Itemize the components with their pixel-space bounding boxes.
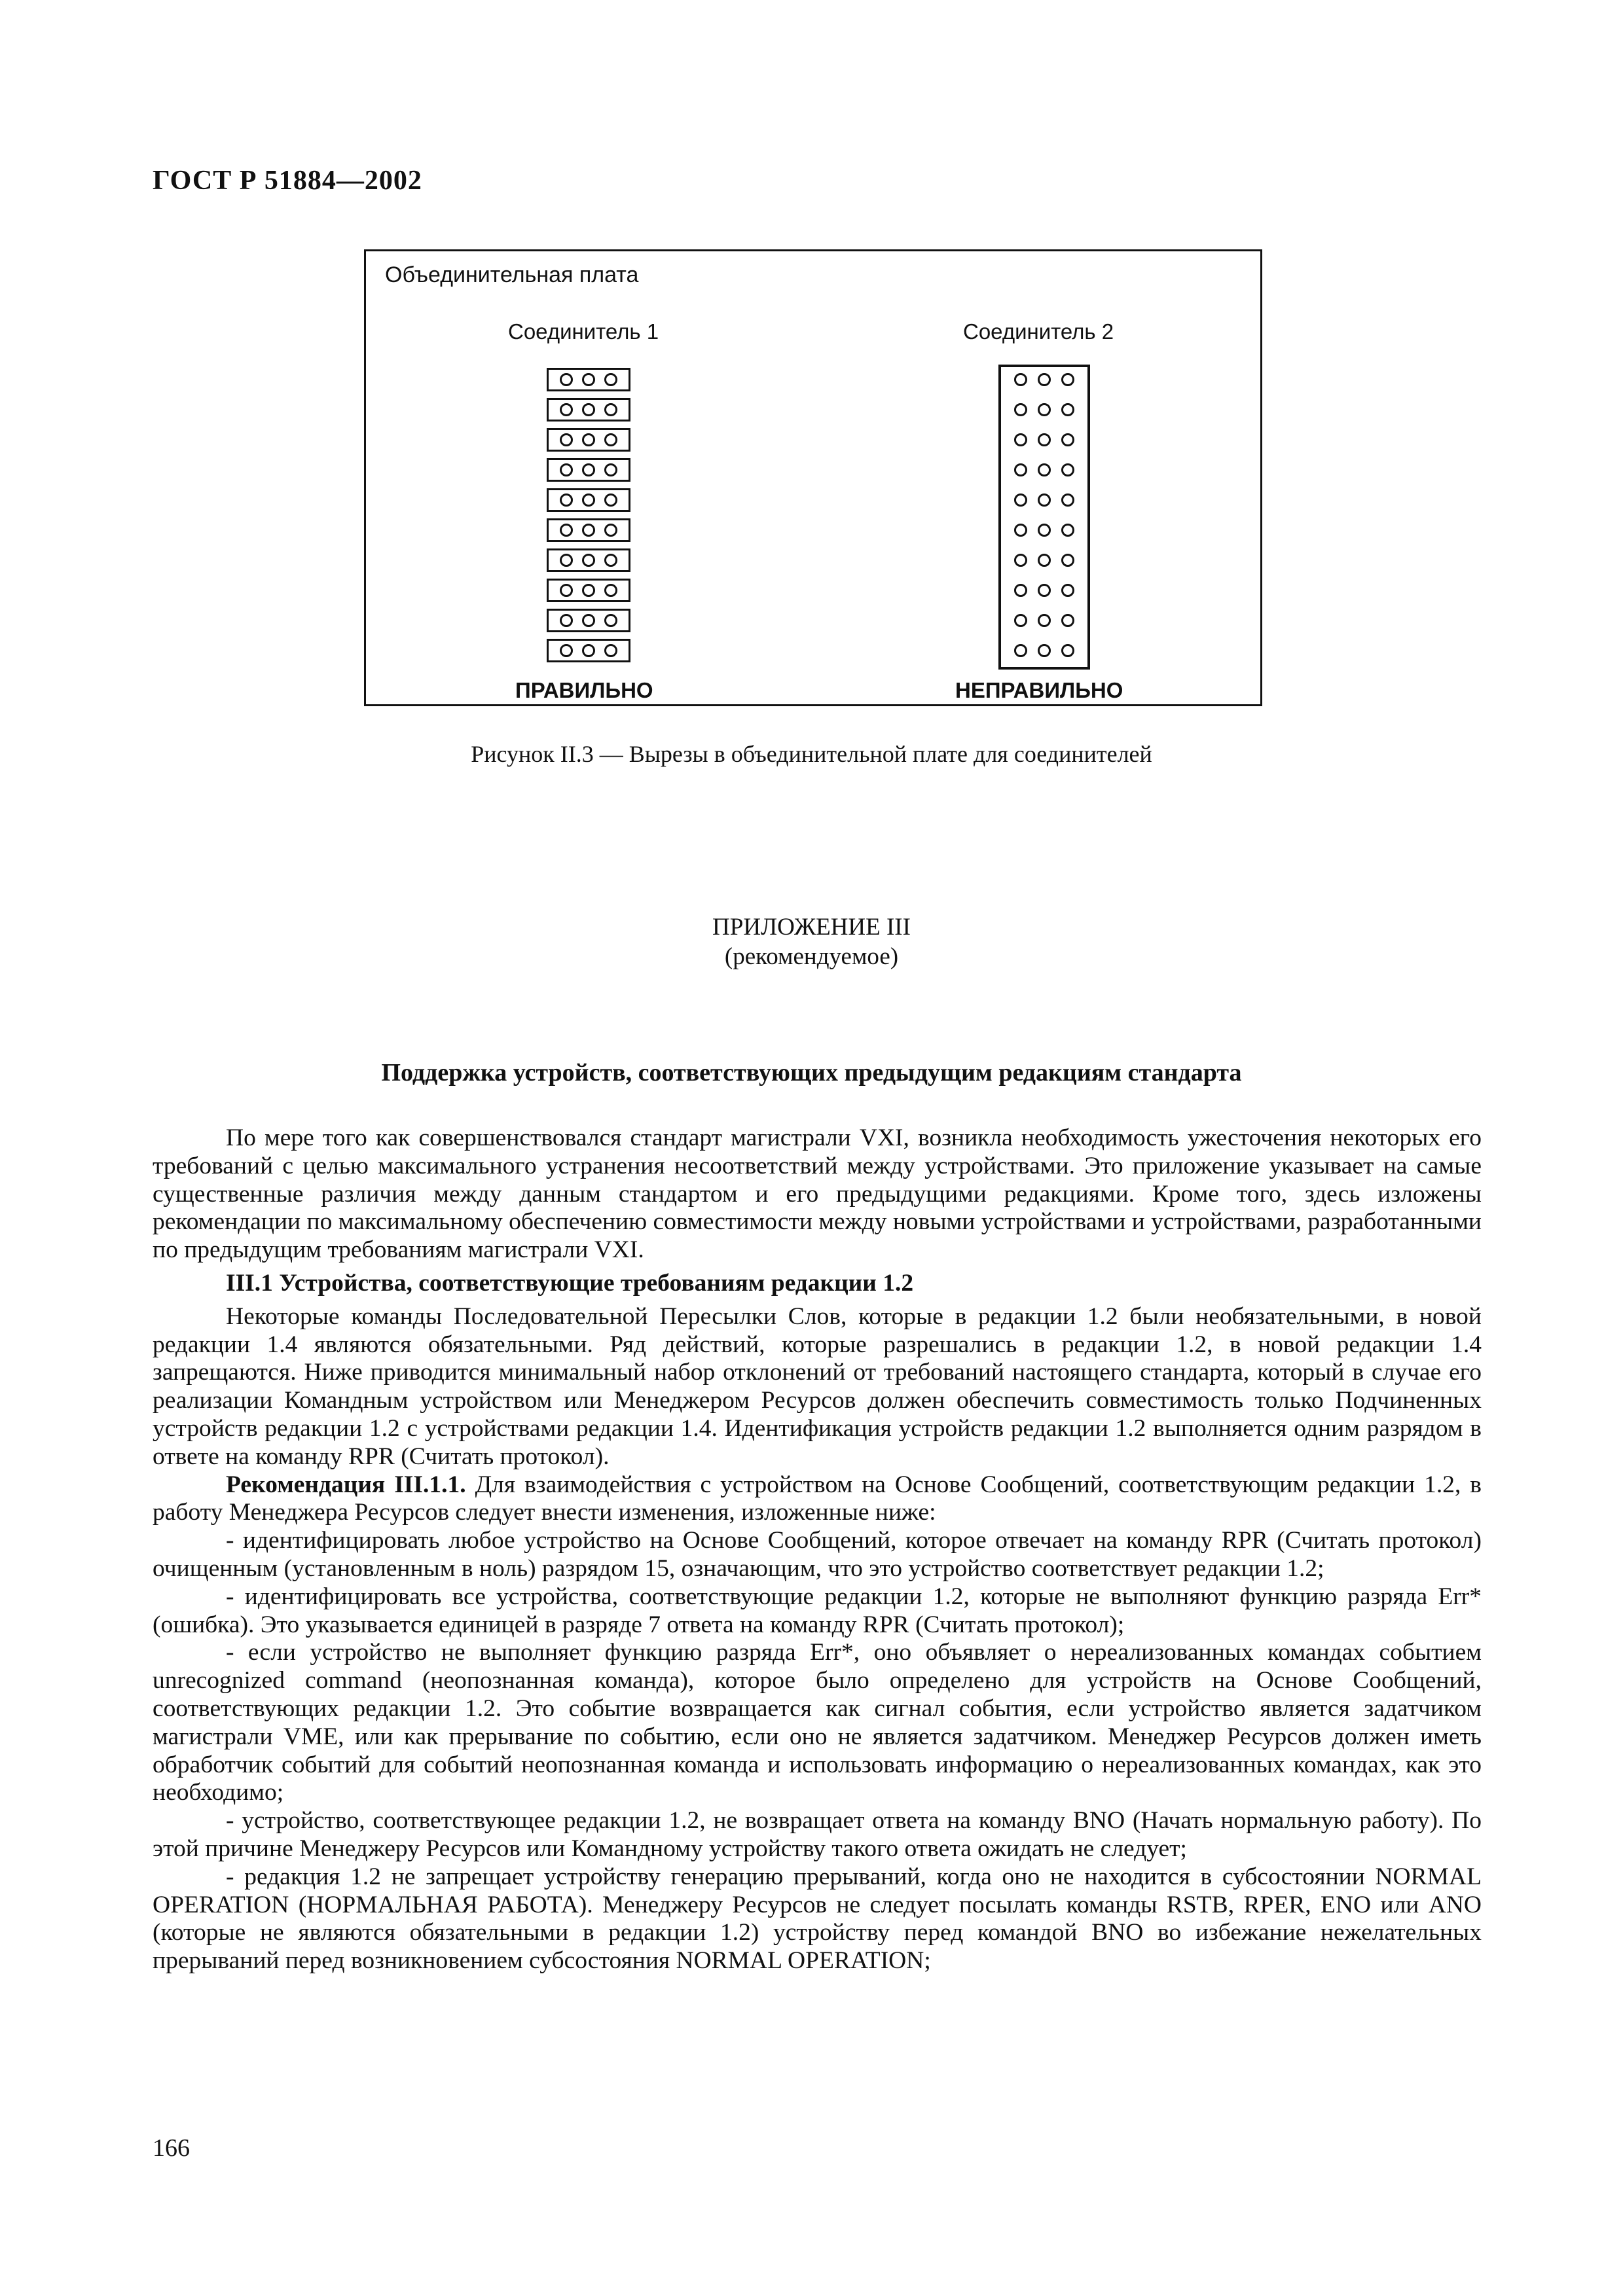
connector-1-slot bbox=[547, 639, 630, 662]
pin-hole-icon bbox=[604, 403, 617, 416]
standard-header: ГОСТ Р 51884—2002 bbox=[153, 166, 422, 196]
paragraph-1: Некоторые команды Последовательной Пересылки Слов, которые в редакции 1.2 были необязательными, в новой редакции 1.4 являются обязательными. Ряд действий, которые разрешались в редакции 1.2, в новой редакции 1.4 запрещаются. Ниже приводится минимальный набор отклонений от требований настоящего стандарта, который в случае его реализации Командным устройством или Менеджером Ресурсов должен обеспечить совместимость только Подчиненных устройств редакции 1.2 с устройствами редакции 1.4. Идентификация устройств редакции 1.2 выполняется одним разрядом в ответе на команду RPR (Считать протокол). bbox=[153, 1302, 1482, 1470]
connector-2-pin-row bbox=[1002, 368, 1086, 391]
pin-hole-icon bbox=[1038, 644, 1051, 657]
connector-1-slot bbox=[547, 458, 630, 482]
pin-hole-icon bbox=[560, 433, 573, 446]
verdict-incorrect: НЕПРАВИЛЬНО bbox=[955, 678, 1123, 702]
list-item-5: - редакция 1.2 не запрещает устройству генерацию прерываний, когда оно не находится в субсостоянии NORMAL OPERATION (НОРМАЛЬНАЯ РАБОТА). Менеджеру Ресурсов не следует посылать команды RSTB, RPER, ENO или ANO (которые не являются обязательными в редакции 1.2) устройству перед командой BNO во избежание нежелательных прерываний перед возникновением субсостояния NORMAL OPERATION; bbox=[153, 1863, 1482, 1975]
connector-1-slot bbox=[547, 548, 630, 572]
pin-hole-icon bbox=[1038, 463, 1051, 476]
pin-hole-icon bbox=[582, 524, 595, 537]
list-item-2: - идентифицировать все устройства, соответствующие редакции 1.2, которые не выполняют функцию разряда Err* (ошибка). Это указывается единицей в разряде 7 ответа на команду RPR (Считать протокол); bbox=[153, 1583, 1482, 1638]
pin-hole-icon bbox=[1038, 614, 1051, 627]
appendix-heading: Поддержка устройств, соответствующих предыдущим редакциям стандарта bbox=[381, 1059, 1242, 1086]
pin-hole-icon bbox=[1061, 373, 1074, 386]
recommendation-paragraph bbox=[153, 1471, 1482, 1528]
pin-hole-icon bbox=[582, 614, 595, 627]
connector-2-pin-row bbox=[1002, 518, 1086, 542]
connector-2-pin-row bbox=[1002, 458, 1086, 482]
pin-hole-icon bbox=[604, 584, 617, 597]
pin-hole-icon bbox=[1061, 463, 1074, 476]
pin-hole-icon bbox=[1038, 554, 1051, 567]
list-item-1: - идентифицировать любое устройство на Основе Сообщений, которое отвечает на команду RPR (Считать протокол) очищенным (установленным в ноль) разрядом 15, означающим, что это устройство соответствует редакции 1.2; bbox=[153, 1527, 1482, 1582]
pin-hole-icon bbox=[1014, 584, 1027, 597]
connector-1-slot bbox=[547, 368, 630, 391]
page-number: 166 bbox=[153, 2134, 190, 2162]
pin-hole-icon bbox=[1014, 644, 1027, 657]
intro-paragraph: По мере того как совершенствовался стандарт магистрали VXI, возникла необходимость ужесточения некоторых его требований с целью максимального устранения несоответствий между устройствами. Это приложение указывает на самые существенные различия между данным стандартом и его предыдущими редакциями. Кроме того, здесь изложены рекомендации по максимальному обеспечению совместимости между новыми устройствами и устройствами, разработанными по предыдущим требованиям магистрали VXI. bbox=[153, 1124, 1482, 1264]
pin-hole-icon bbox=[1014, 524, 1027, 537]
list-item-4: - устройство, соответствующее редакции 1.2, не возвращает ответа на команду BNO (Начать нормальную работу). По этой причине Менеджеру Ресурсов или Командному устройству такого ответа ожидать не следует; bbox=[153, 1807, 1482, 1862]
connector-2-pin-row bbox=[1002, 579, 1086, 602]
connector-2-pin-row bbox=[1002, 428, 1086, 452]
pin-hole-icon bbox=[560, 524, 573, 537]
pin-hole-icon bbox=[604, 524, 617, 537]
pin-hole-icon bbox=[582, 644, 595, 657]
pin-hole-icon bbox=[1014, 554, 1027, 567]
pin-hole-icon bbox=[1014, 463, 1027, 476]
pin-hole-icon bbox=[604, 373, 617, 386]
pin-hole-icon bbox=[1014, 433, 1027, 446]
connector-1-slot bbox=[547, 518, 630, 542]
pin-hole-icon bbox=[1014, 493, 1027, 507]
connector-1-slot bbox=[547, 609, 630, 632]
recommendation-text: Для взаимодействия с устройством на Основе Сообщений, соответствующим редакции 1.2, в работу Менеджера Ресурсов следует внести изменения, изложенные ниже: bbox=[153, 1471, 1482, 1526]
connector-1-label: Соединитель 1 bbox=[508, 319, 659, 344]
pin-hole-icon bbox=[604, 463, 617, 476]
appendix-subtitle: (рекомендуемое) bbox=[724, 943, 899, 970]
pin-hole-icon bbox=[1038, 584, 1051, 597]
connector-1-slot bbox=[547, 428, 630, 452]
connector-2-pin-row bbox=[1002, 609, 1086, 632]
pin-hole-icon bbox=[604, 614, 617, 627]
pin-hole-icon bbox=[1038, 493, 1051, 507]
pin-hole-icon bbox=[582, 373, 595, 386]
connector-1-slot bbox=[547, 398, 630, 422]
pin-hole-icon bbox=[560, 403, 573, 416]
pin-hole-icon bbox=[1014, 403, 1027, 416]
pin-hole-icon bbox=[582, 403, 595, 416]
pin-hole-icon bbox=[1038, 403, 1051, 416]
backplane-figure bbox=[364, 249, 1262, 706]
body-text bbox=[153, 1124, 1482, 1975]
pin-hole-icon bbox=[1061, 433, 1074, 446]
list-item-3: - если устройство не выполняет функцию разряда Err*, оно объявляет о нереализованных командах событием unrecognized command (неопознанная команда), которое было определено для устройств на Основе Сообщений, соответствующих редакции 1.2. Это событие возвращается как сигнал события, если устройство является задатчиком магистрали VME, или как прерывание по событию, если оно не является задатчиком. Менеджер Ресурсов должен иметь обработчик событий для событий неопознанная команда и использовать информацию о нереализованных командах, как это необходимо; bbox=[153, 1639, 1482, 1806]
pin-hole-icon bbox=[560, 493, 573, 507]
pin-hole-icon bbox=[582, 433, 595, 446]
pin-hole-icon bbox=[560, 373, 573, 386]
pin-hole-icon bbox=[1061, 554, 1074, 567]
pin-hole-icon bbox=[582, 463, 595, 476]
connector-1-slot bbox=[547, 579, 630, 602]
figure-caption: Рисунок II.3 — Вырезы в объединительной плате для соединителей bbox=[471, 741, 1152, 767]
figure-title: Объединительная плата bbox=[385, 262, 639, 287]
connector-2-pin-row bbox=[1002, 639, 1086, 662]
connector-2-pin-row bbox=[1002, 548, 1086, 572]
pin-hole-icon bbox=[1038, 524, 1051, 537]
connector-2-pin-row bbox=[1002, 488, 1086, 512]
pin-hole-icon bbox=[1061, 614, 1074, 627]
pin-hole-icon bbox=[1038, 433, 1051, 446]
connector-2-pin-row bbox=[1002, 398, 1086, 422]
pin-hole-icon bbox=[582, 584, 595, 597]
pin-hole-icon bbox=[560, 584, 573, 597]
pin-hole-icon bbox=[604, 644, 617, 657]
pin-hole-icon bbox=[1061, 644, 1074, 657]
appendix-title: ПРИЛОЖЕНИЕ III bbox=[712, 914, 911, 941]
pin-hole-icon bbox=[560, 614, 573, 627]
pin-hole-icon bbox=[1038, 373, 1051, 386]
subsection-title: III.1 Устройства, соответствующие требованиям редакции 1.2 bbox=[226, 1269, 914, 1297]
pin-hole-icon bbox=[582, 493, 595, 507]
pin-hole-icon bbox=[1014, 614, 1027, 627]
pin-hole-icon bbox=[1061, 493, 1074, 507]
pin-hole-icon bbox=[582, 554, 595, 567]
pin-hole-icon bbox=[1061, 584, 1074, 597]
pin-hole-icon bbox=[604, 433, 617, 446]
pin-hole-icon bbox=[1061, 403, 1074, 416]
pin-hole-icon bbox=[1014, 373, 1027, 386]
pin-hole-icon bbox=[604, 554, 617, 567]
pin-hole-icon bbox=[604, 493, 617, 507]
pin-hole-icon bbox=[560, 554, 573, 567]
recommendation-label: Рекомендация III.1.1. bbox=[226, 1471, 466, 1498]
connector-2-label: Соединитель 2 bbox=[963, 319, 1114, 344]
verdict-correct: ПРАВИЛЬНО bbox=[515, 678, 653, 702]
pin-hole-icon bbox=[1061, 524, 1074, 537]
connector-1-slot bbox=[547, 488, 630, 512]
pin-hole-icon bbox=[560, 644, 573, 657]
pin-hole-icon bbox=[560, 463, 573, 476]
